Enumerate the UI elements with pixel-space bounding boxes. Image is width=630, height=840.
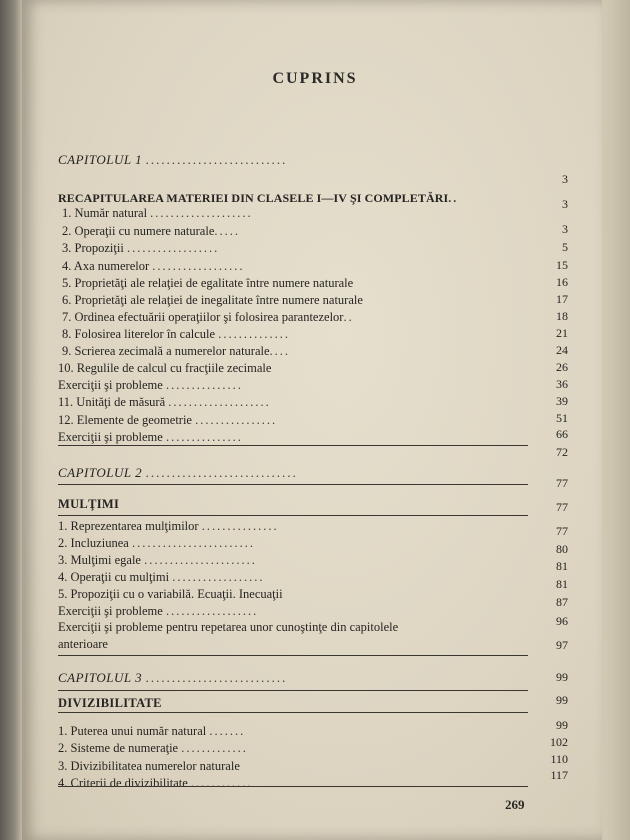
toc-item: 3. Propoziţii .................. (62, 241, 220, 255)
toc-item: 7. Ordinea efectuării operaţiilor şi folosirea parantezelor.. (62, 310, 354, 324)
page-ref: 39 (556, 394, 568, 408)
toc-item: 5. Propoziţii cu o variabilă. Ecuaţii. Inecuaţii (58, 587, 283, 601)
toc-item: 12. Elemente de geometrie ................ (58, 413, 278, 427)
toc-item: 1. Puterea unui număr natural ....... (58, 724, 246, 738)
chapter-title-2: MULŢIMI (58, 497, 120, 511)
toc-item: 3. Divizibilitatea numerelor naturale (58, 759, 240, 773)
page-ref: 3 (562, 197, 568, 211)
toc-item: Exerciţii şi probleme ............... (58, 430, 243, 444)
toc-item: 4. Operaţii cu mulţimi .................. (58, 570, 265, 584)
toc-item: 2. Sisteme de numeraţie ............. (58, 741, 248, 755)
toc-item: 3. Mulţimi egale ...................... (58, 553, 257, 567)
page-ref: 99 (556, 670, 568, 684)
chapter-title-3: DIVIZIBILITATE (58, 696, 162, 710)
page-ref: 5 (562, 240, 568, 254)
page-ref: 102 (550, 735, 568, 749)
page-ref: 99 (556, 693, 568, 707)
toc-item: 4. Axa numerelor .................. (62, 259, 245, 273)
divider (58, 786, 528, 787)
divider (58, 484, 528, 485)
toc-item: 1. Număr natural .................... (62, 206, 253, 220)
page-ref: 81 (556, 577, 568, 591)
toc-item: 11. Unităţi de măsură .................... (58, 395, 271, 409)
page-ref: 24 (556, 343, 568, 357)
page-ref: 66 (556, 427, 568, 441)
toc-item: 2. Incluziunea ........................ (58, 536, 255, 550)
toc-item: 5. Proprietăţi ale relaţiei de egalitate între numere naturale (62, 276, 354, 290)
page-number: 269 (505, 797, 525, 812)
page-ref: 26 (556, 360, 568, 374)
page-ref: 87 (556, 595, 568, 609)
toc-item: 6. Proprietăţi ale relaţiei de inegalitate între numere naturale (62, 293, 363, 307)
page-ref: 36 (556, 377, 568, 391)
toc-item: 4. Criterii de divizibilitate ............ (58, 776, 253, 790)
chapter-heading-1: CAPITOLUL 1 ........................... (58, 152, 288, 167)
toc-item: 9. Scrierea zecimală a numerelor naturale.... (62, 344, 291, 358)
toc-item: anterioare (58, 637, 108, 651)
chapter-title-1: RECAPITULAREA MATERIEI DIN CLASELE I—IV ŞI COMPLETĂRI.. (58, 191, 459, 205)
toc-item: 1. Reprezentarea mulţimilor ............... (58, 519, 279, 533)
divider (58, 712, 528, 713)
page-ref: 117 (550, 768, 568, 782)
page-ref: 3 (562, 222, 568, 236)
page-ref: 18 (556, 309, 568, 323)
divider (58, 515, 528, 516)
page-ref: 77 (556, 524, 568, 538)
page-ref: 81 (556, 559, 568, 573)
toc-item: Exerciţii şi probleme ............... (58, 378, 243, 392)
page-ref: 97 (556, 638, 568, 652)
chapter-heading-3: CAPITOLUL 3 ........................... (58, 670, 288, 685)
page-ref: 51 (556, 411, 568, 425)
divider (58, 655, 528, 656)
page-ref: 110 (550, 752, 568, 766)
page-ref: 15 (556, 258, 568, 272)
page-ref: 17 (556, 292, 568, 306)
page-ref: 80 (556, 542, 568, 556)
page-title: CUPRINS (272, 70, 358, 87)
page-ref: 99 (556, 718, 568, 732)
toc-item: 8. Folosirea literelor în calcule .............. (62, 327, 290, 341)
chapter-heading-2: CAPITOLUL 2 ............................. (58, 465, 299, 480)
page-ref: 16 (556, 275, 568, 289)
toc-item: 10. Regulile de calcul cu fracţiile zecimale (58, 361, 272, 375)
page-ref: 72 (556, 445, 568, 459)
toc-item: 2. Operaţii cu numere naturale..... (62, 224, 240, 238)
divider (58, 445, 528, 446)
page-ref: 3 (562, 172, 568, 186)
divider (58, 690, 528, 691)
toc-item: Exerciţii şi probleme .................. (58, 604, 259, 618)
page-ref: 96 (556, 614, 568, 628)
page-ref: 77 (556, 500, 568, 514)
page-ref: 21 (556, 326, 568, 340)
page-ref: 77 (556, 476, 568, 490)
toc-item: Exerciţii şi probleme pentru repetarea unor cunoştinţe din capitolele (58, 620, 399, 634)
